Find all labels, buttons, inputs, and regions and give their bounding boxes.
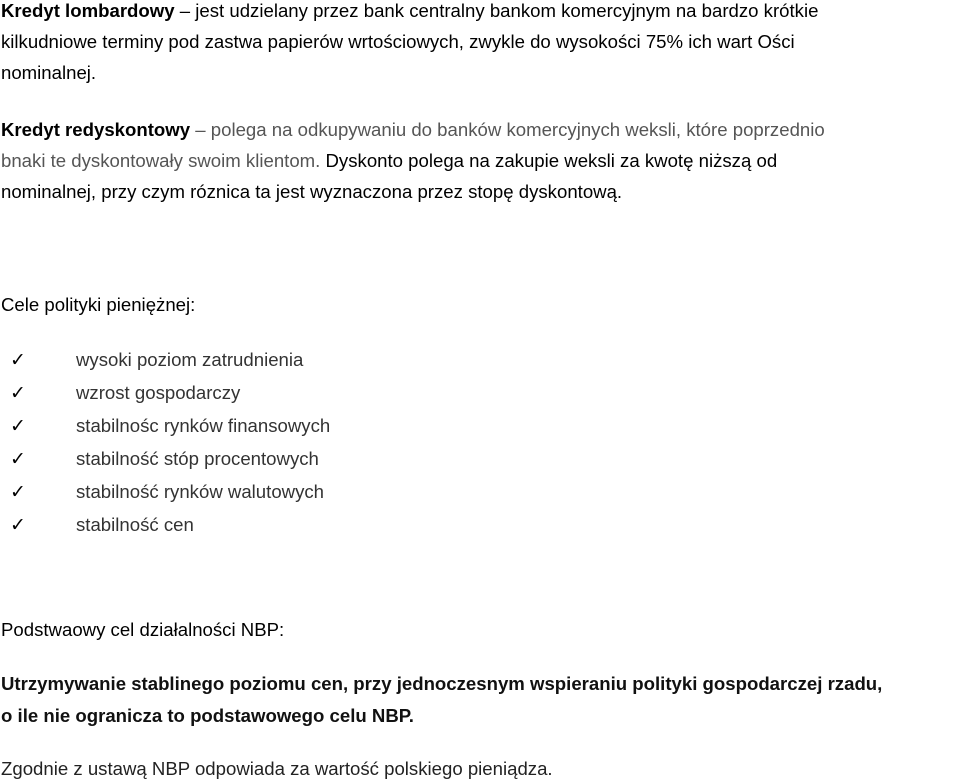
goals-title: Cele polityki pieniężnej: — [1, 294, 196, 315]
checkmark-icon: ✓ — [10, 480, 26, 503]
nbp-goal-line-2: o ile nie ogranicza to podstawowego celu NBP. — [1, 705, 414, 726]
list-item — [0, 343, 600, 376]
rediscount-paragraph — [1, 114, 957, 207]
lombard-line-1-text: jest udzielany przez bank centralny bankom komercyjnym na bardzo krótkie — [195, 0, 819, 21]
list-item-text: stabilność stóp procentowych — [76, 447, 319, 469]
rediscount-line-2 — [1, 145, 957, 176]
rediscount-dash: – — [190, 119, 211, 140]
list-item — [0, 442, 600, 475]
lombard-line-2: kilkudniowe terminy pod zastwa papierów wrtościowych, zwykle do wysokości 75% ich wart Ości — [1, 31, 795, 52]
checkmark-icon: ✓ — [10, 513, 26, 536]
nbp-title: Podstwaowy cel działalności NBP: — [1, 619, 285, 640]
lombard-line-1 — [1, 0, 957, 26]
lombard-line-3: nominalnej. — [1, 62, 97, 83]
rediscount-line-1-text: polega na odkupywaniu do banków komercyjnych weksli, które poprzednio — [210, 119, 825, 140]
list-item — [0, 409, 600, 442]
nbp-goal-line-1: Utrzymywanie stablinego poziomu cen, przy jednoczesnym wspieraniu polityki gospodarczej rzadu, — [1, 673, 883, 694]
lombard-paragraph — [1, 0, 957, 88]
rediscount-line-2-gray: bnaki te dyskontowały swoim klientom. — [1, 150, 321, 171]
lombard-term: Kredyt lombardowy — [1, 0, 175, 21]
list-item-text: wysoki poziom zatrudnienia — [76, 348, 304, 370]
checkmark-icon: ✓ — [10, 414, 26, 437]
list-item — [0, 376, 600, 409]
list-item — [0, 475, 600, 508]
list-item-text: stabilność rynków walutowych — [76, 480, 325, 502]
lombard-dash: – — [174, 0, 196, 21]
list-item-text: stabilność cen — [76, 513, 194, 535]
rediscount-line-2-text: Dyskonto polega na zakupie weksli za kwotę niższą od — [320, 150, 778, 171]
rediscount-term: Kredyt redyskontowy — [1, 119, 191, 140]
list-item-text: stabilnośc rynków finansowych — [76, 414, 331, 436]
checkmark-icon: ✓ — [10, 381, 26, 404]
nbp-closing-sentence: Zgodnie z ustawą NBP odpowiada za wartość polskiego pieniądza. — [1, 758, 553, 779]
list-item-text: wzrost gospodarczy — [76, 381, 241, 403]
goals-checklist — [0, 343, 600, 541]
list-item — [0, 508, 600, 541]
rediscount-line-1 — [1, 114, 957, 145]
checkmark-icon: ✓ — [10, 348, 26, 371]
rediscount-line-3: nominalnej, przy czym róznica ta jest wyznaczona przez stopę dyskontową. — [1, 181, 623, 202]
checkmark-icon: ✓ — [10, 447, 26, 470]
